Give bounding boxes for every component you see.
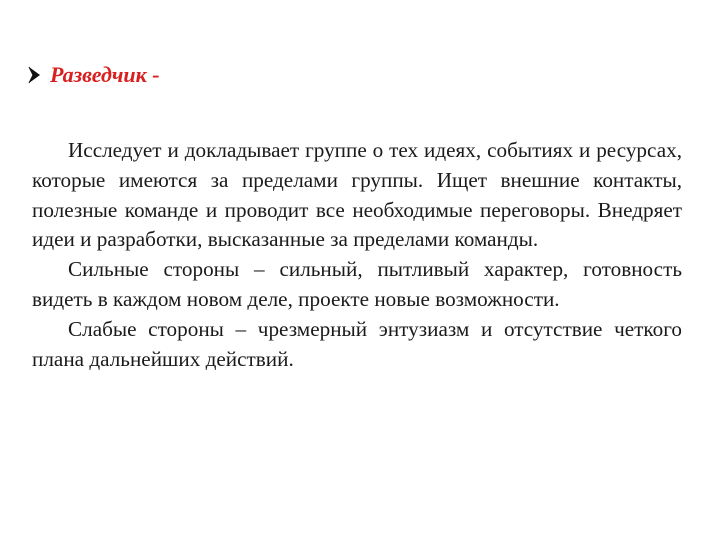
- heading-text: Разведчик -: [50, 62, 160, 87]
- arrow-bullet-icon: [24, 65, 44, 85]
- description-paragraph: Исследует и докладывает группе о тех идеях, событиях и ресурсах, которые имеются за пределами группы. Ищет внешние контакты, полезные команде и проводит все необходимые переговоры. Внедряет идеи и разработки, высказанные за пределами команды.: [32, 138, 682, 252]
- slide-heading: [24, 61, 160, 89]
- weaknesses-paragraph: Слабые стороны – чрезмерный энтузиазм и отсутствие четкого плана дальнейших действий.: [32, 316, 682, 371]
- body-text: [32, 136, 682, 374]
- strengths-paragraph: Сильные стороны – сильный, пытливый характер, готовность видеть в каждом новом деле, проекте новые возможности.: [32, 257, 682, 311]
